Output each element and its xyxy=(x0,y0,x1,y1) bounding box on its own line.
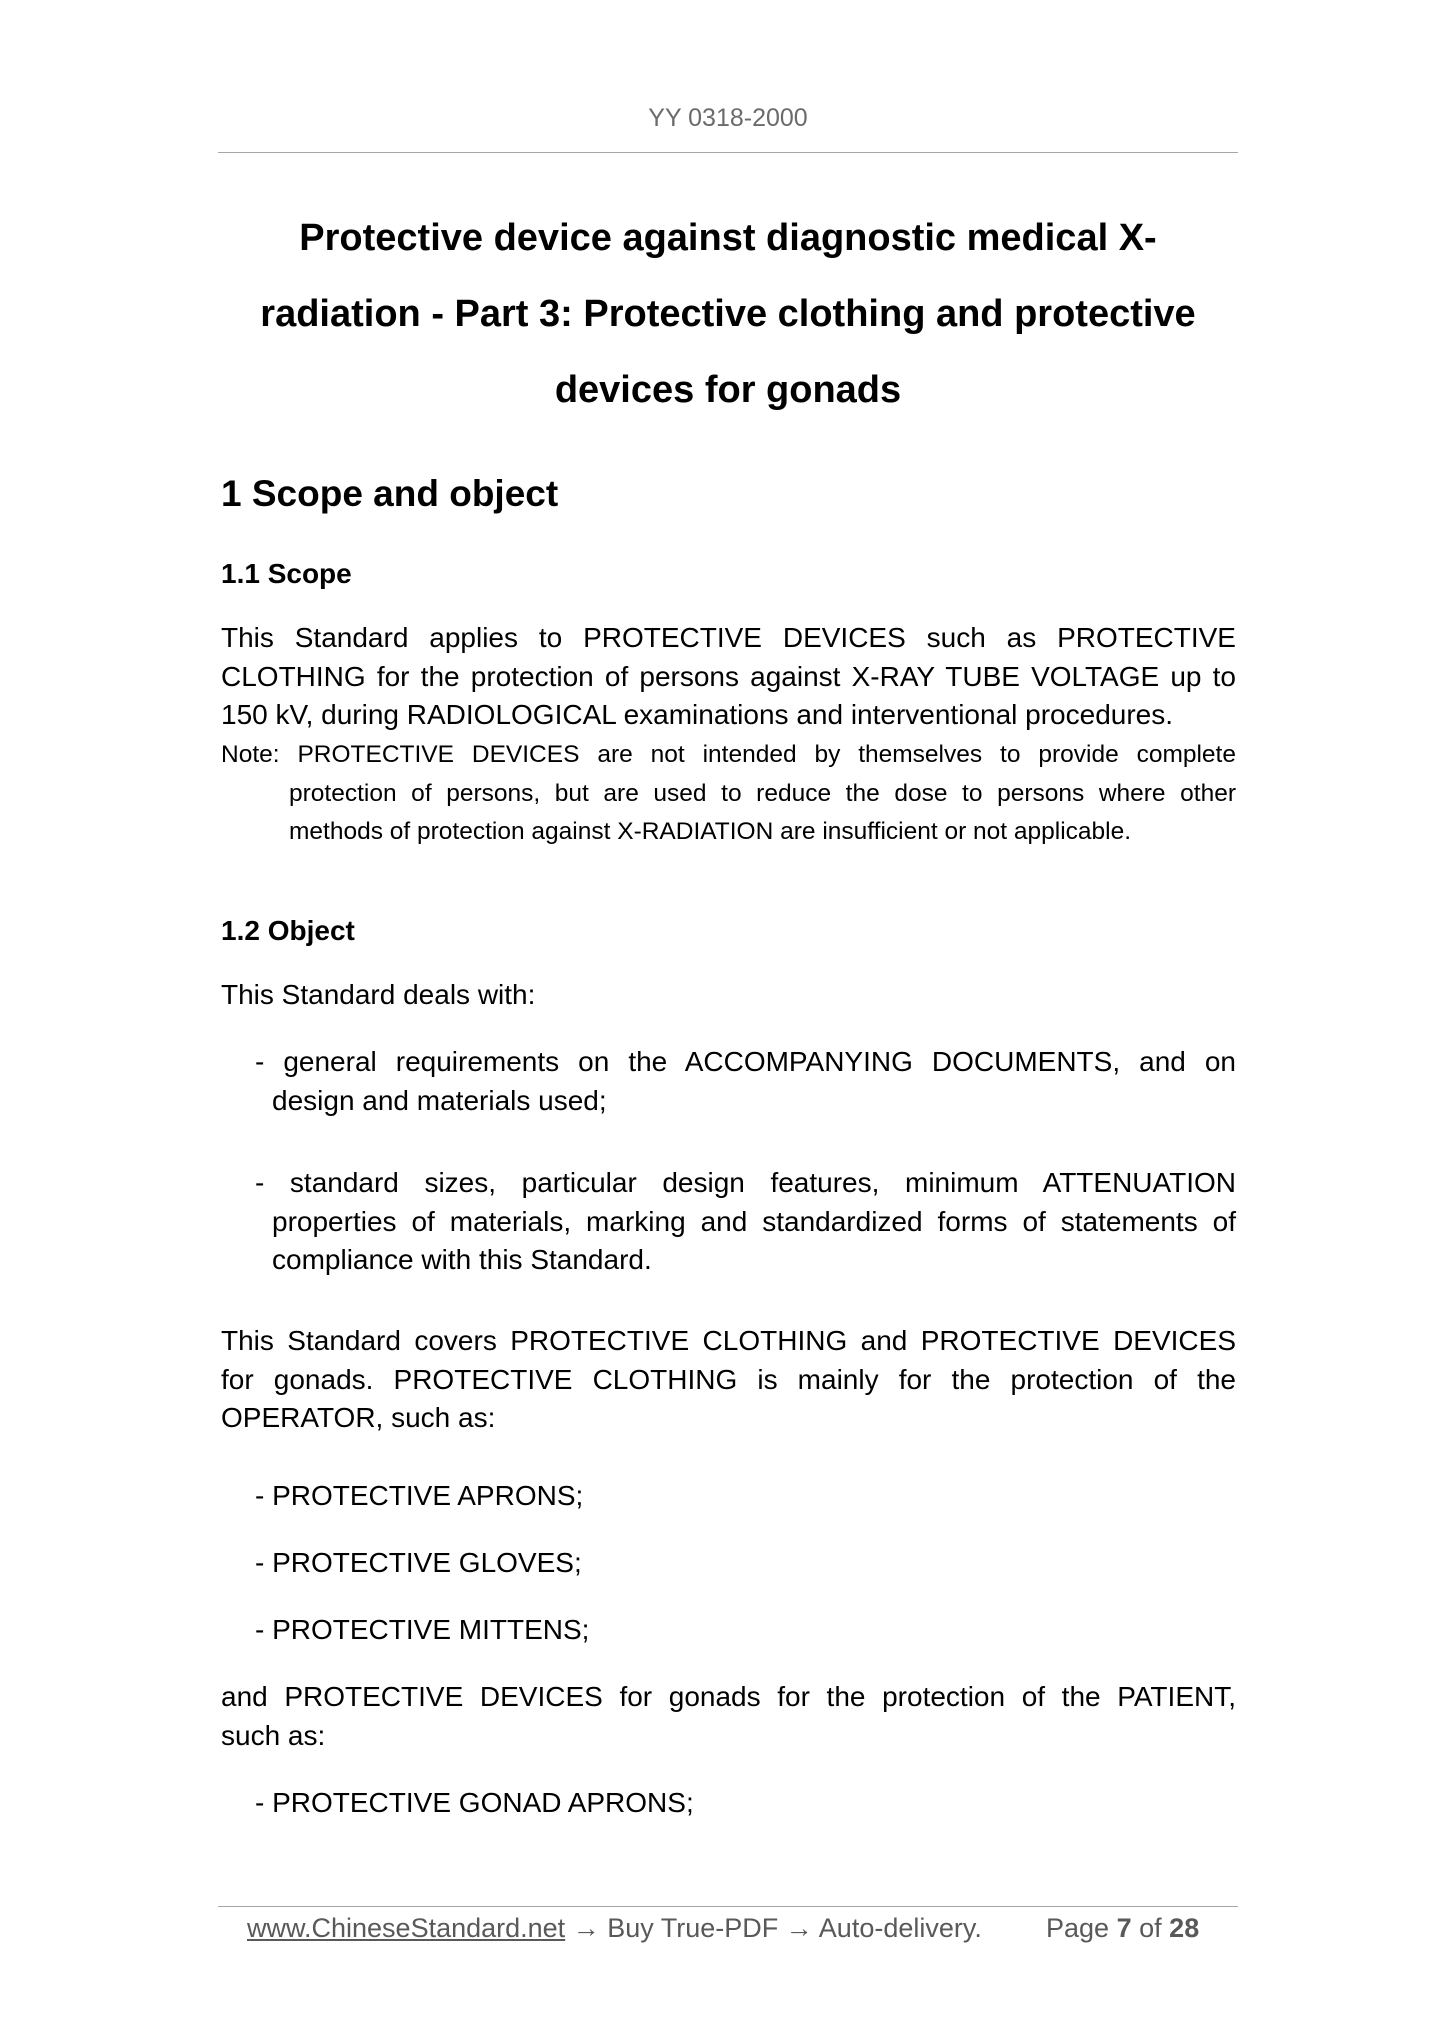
title-line: Protective device against diagnostic medical X- xyxy=(299,217,1157,259)
page-number xyxy=(1046,1910,1199,1946)
scope-paragraph xyxy=(221,619,1236,735)
arrow-icon: → xyxy=(785,1913,813,1943)
text-line: - PROTECTIVE MITTENS; xyxy=(255,1614,590,1645)
title-line: devices for gonads xyxy=(554,369,902,411)
subsection-heading-scope: 1.1 Scope xyxy=(221,558,352,589)
text-line: - general requirements on the ACCOMPANYING DOCUMENTS, and on xyxy=(255,1046,1236,1077)
list-item xyxy=(255,1544,1236,1583)
text-line: - PROTECTIVE GONAD APRONS; xyxy=(255,1787,694,1818)
text-line: Note: PROTECTIVE DEVICES are not intended by themselves to provide complete xyxy=(221,741,1236,768)
text-line: design and materials used; xyxy=(272,1084,607,1116)
text-line: and PROTECTIVE DEVICES for gonads for the protection of the PATIENT, xyxy=(221,1681,1236,1712)
list-item xyxy=(255,1043,1236,1120)
delivery-text: Auto-delivery. xyxy=(818,1913,982,1943)
covers-paragraph xyxy=(221,1322,1236,1438)
text-line: 150 kV, during RADIOLOGICAL examinations and interventional procedures. xyxy=(221,699,1174,730)
website-link[interactable]: www.ChineseStandard.net xyxy=(247,1913,566,1943)
text-line: properties of materials, marking and standardized forms of statements of xyxy=(272,1205,1236,1237)
text-line: This Standard covers PROTECTIVE CLOTHING and PROTECTIVE DEVICES xyxy=(221,1325,1236,1356)
page-label: Page xyxy=(1046,1913,1110,1943)
text-line: for gonads. PROTECTIVE CLOTHING is mainly for the protection of the xyxy=(221,1363,1236,1395)
page-current: 7 xyxy=(1116,1913,1132,1943)
text-line: protection of persons, but are used to reduce the dose to persons where other xyxy=(289,779,1236,807)
running-header: YY 0318-2000 xyxy=(648,104,808,132)
text-line: - PROTECTIVE APRONS; xyxy=(255,1480,584,1511)
text-line: OPERATOR, such as: xyxy=(221,1402,496,1433)
text-line: such as: xyxy=(221,1719,326,1751)
document-title xyxy=(218,200,1238,428)
text-line: compliance with this Standard. xyxy=(272,1244,652,1275)
text-line: methods of protection against X-RADIATION are insufficient or not applicable. xyxy=(289,818,1132,845)
text-line: This Standard applies to PROTECTIVE DEVICES such as PROTECTIVE xyxy=(221,622,1236,653)
text-line: - standard sizes, particular design features, minimum ATTENUATION xyxy=(255,1167,1236,1198)
list-item xyxy=(255,1164,1236,1280)
text-line: CLOTHING for the protection of persons against X-RAY TUBE VOLTAGE up to xyxy=(221,660,1236,692)
patient-paragraph xyxy=(221,1678,1236,1755)
object-intro xyxy=(221,976,1236,1015)
footer-promo xyxy=(247,1910,982,1946)
page-total: 28 xyxy=(1169,1913,1200,1943)
subsection-heading-object: 1.2 Object xyxy=(221,915,355,946)
footer-divider xyxy=(218,1906,1238,1907)
list-item xyxy=(255,1611,1236,1650)
scope-note xyxy=(221,736,1236,852)
buy-text: Buy True-PDF xyxy=(607,1913,779,1943)
section-heading-scope-and-object: 1 Scope and object xyxy=(221,473,559,514)
header-divider xyxy=(218,152,1238,153)
arrow-icon: → xyxy=(572,1913,600,1943)
title-line: radiation - Part 3: Protective clothing and protective xyxy=(260,293,1196,335)
text-line: This Standard deals with: xyxy=(221,979,536,1010)
of-label: of xyxy=(1139,1913,1162,1943)
list-item xyxy=(255,1477,1236,1516)
list-item xyxy=(255,1784,1236,1823)
text-line: - PROTECTIVE GLOVES; xyxy=(255,1547,582,1578)
